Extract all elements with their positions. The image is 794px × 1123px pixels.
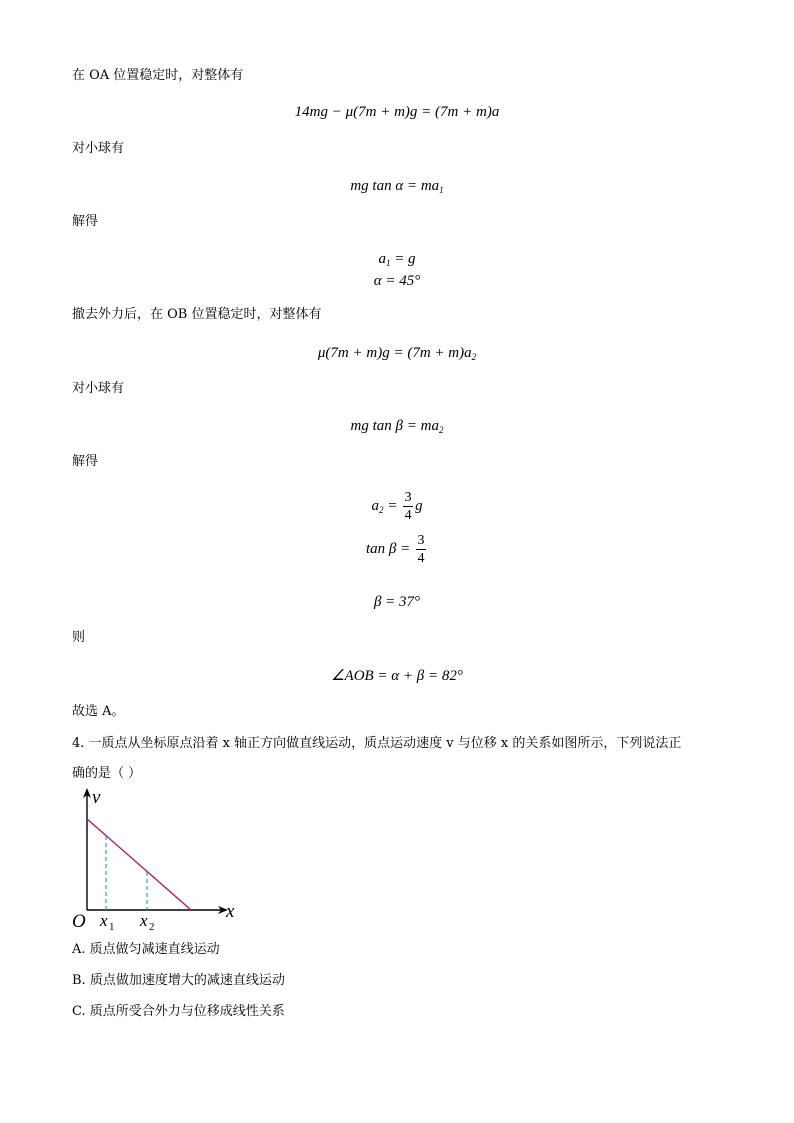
- fraction-bar: [416, 549, 426, 550]
- equation-3-rest: = g: [390, 251, 416, 267]
- equation-5-main: μ(7m + m)g = (7m + m)a: [317, 345, 472, 361]
- fraction-denominator: 4: [417, 551, 425, 566]
- equation-2-sub: 1: [439, 185, 444, 195]
- equation-3-sub: 1: [385, 258, 391, 268]
- equation-6-main: mg tan β = ma: [350, 418, 439, 434]
- fraction-bar: [403, 506, 413, 507]
- equation-8: [0, 533, 794, 566]
- y-axis-label: v: [92, 787, 101, 808]
- equation-7: [0, 490, 794, 523]
- fraction-numerator: 3: [417, 533, 425, 548]
- equation-10: ∠AOB = α + β = 82°: [331, 668, 463, 684]
- tick-x2-sub: 2: [149, 921, 155, 932]
- tick-x2-label: x: [140, 911, 148, 930]
- equation-7-sub: 2: [378, 504, 384, 515]
- equation-7-lhs: a: [371, 497, 379, 514]
- equation-5-sub: 2: [471, 352, 477, 362]
- text-line-5: 对小球有: [72, 381, 125, 396]
- equation-9: β = 37°: [373, 594, 421, 610]
- text-line-8: 故选 A。: [72, 704, 125, 719]
- velocity-displacement-graph: [66, 786, 256, 932]
- equation-2: [0, 177, 794, 199]
- equation-4: α = 45°: [373, 273, 421, 289]
- origin-label: O: [72, 911, 86, 932]
- text-line-3: 解得: [72, 214, 99, 229]
- text-line-4: 撤去外力后，在 OB 位置稳定时，对整体有: [72, 307, 322, 322]
- question-line-1: 4. 一质点从坐标原点沿着 x 轴正方向做直线运动，质点运动速度 v 与位移 x 的关系如图所示，下列说法正: [72, 736, 682, 751]
- equation-2-main: mg tan α = ma: [350, 178, 440, 194]
- equation-6-sub: 2: [438, 425, 444, 435]
- equation-6: [0, 417, 794, 439]
- text-line-2: 对小球有: [72, 141, 125, 156]
- text-line-1: 在 OA 位置稳定时，对整体有: [72, 68, 244, 83]
- equation-5: [0, 344, 794, 366]
- velocity-line: [87, 819, 191, 910]
- tick-x1-sub: 1: [109, 921, 115, 932]
- x-axis-label: x: [226, 901, 235, 922]
- equation-3: [0, 250, 794, 272]
- tick-x1-label: x: [100, 911, 108, 930]
- text-line-6: 解得: [72, 454, 99, 469]
- option-c: C. 质点所受合外力与位移成线性关系: [72, 1004, 285, 1019]
- option-a: A. 质点做匀减速直线运动: [72, 942, 220, 957]
- equation-3-a: a: [378, 251, 386, 267]
- fraction-denominator: 4: [404, 508, 412, 523]
- equation-7-rest: g: [415, 497, 423, 514]
- fraction-3-4-b: [416, 533, 426, 566]
- question-line-2: 确的是（ ）: [72, 766, 142, 781]
- fraction-3-4: [403, 490, 413, 523]
- text-line-7: 则: [72, 630, 86, 645]
- equation-7-eq: =: [383, 497, 402, 514]
- equation-8-lhs: tan β =: [365, 540, 414, 557]
- option-b: B. 质点做加速度增大的减速直线运动: [72, 973, 285, 988]
- fraction-numerator: 3: [404, 490, 412, 505]
- equation-1: 14mg − μ(7m + m)g = (7m + m)a: [294, 104, 500, 120]
